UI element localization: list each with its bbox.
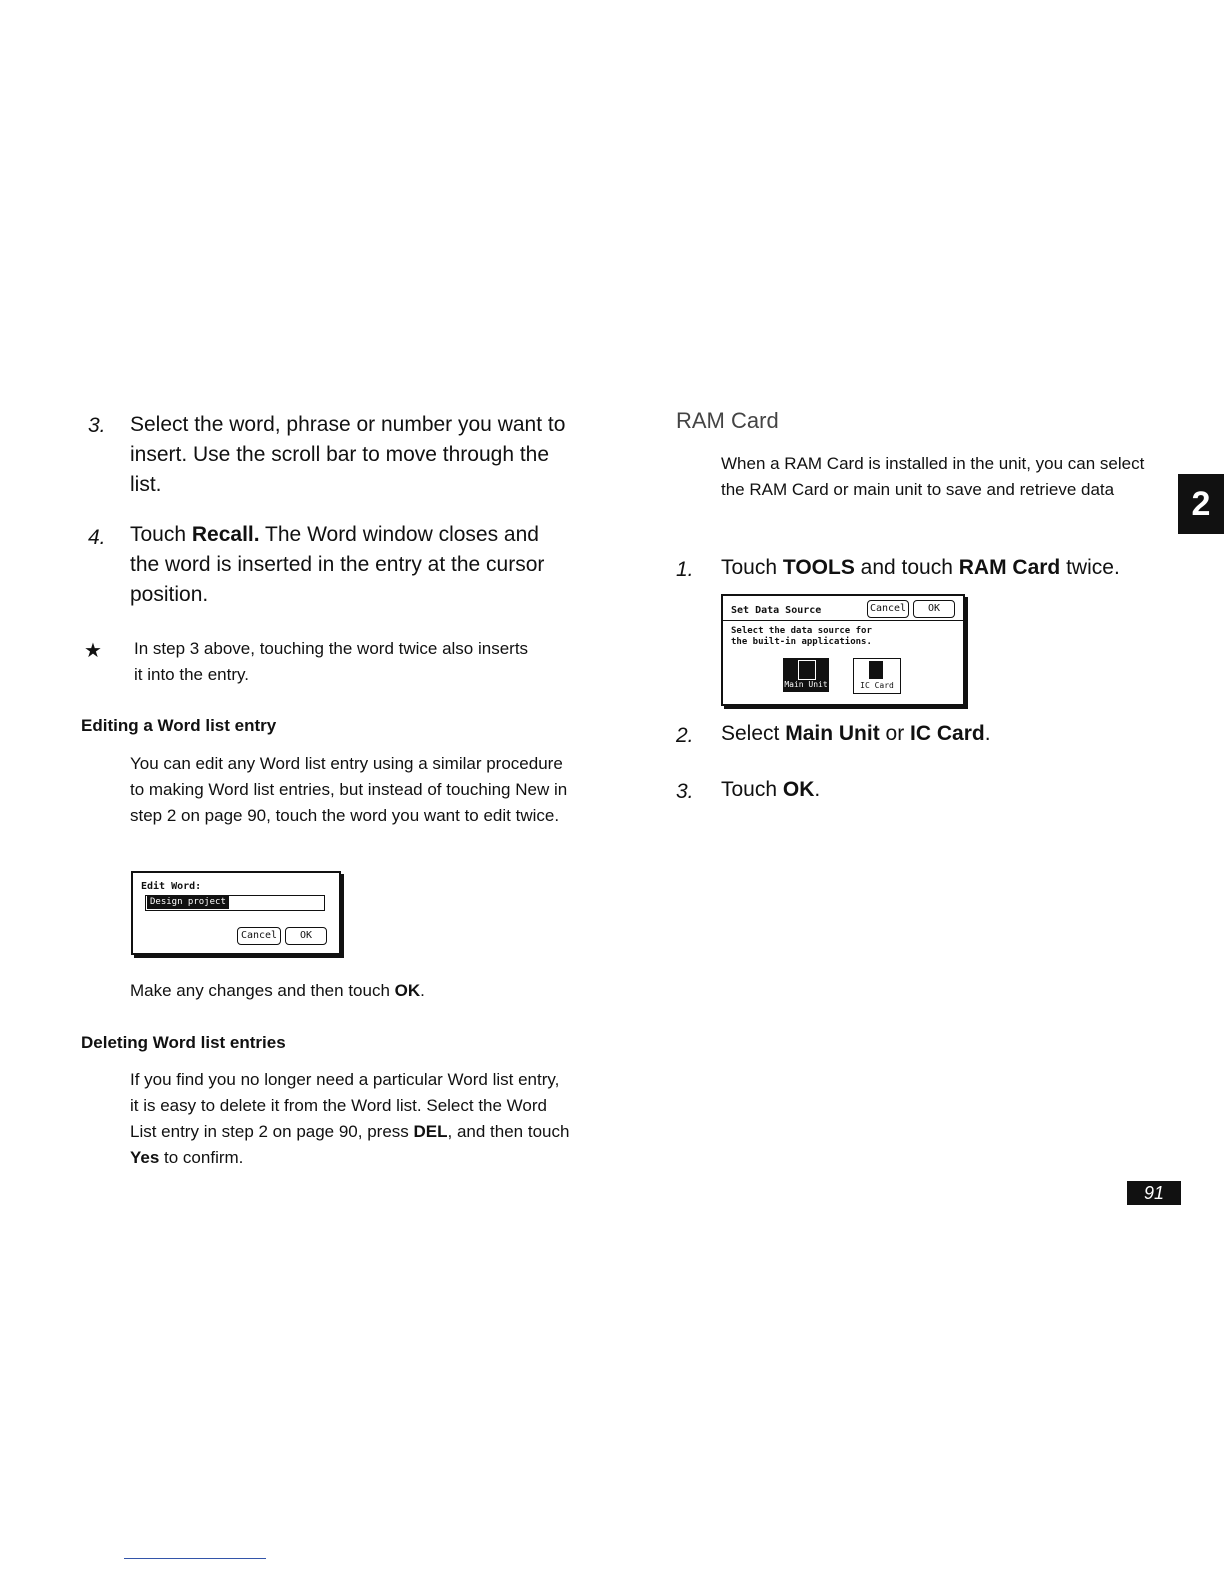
set-data-source-title: Set Data Source (731, 605, 822, 616)
edit-word-field[interactable] (145, 895, 325, 911)
ram-step-1-text: Touch TOOLS and touch RAM Card twice. (721, 556, 1120, 579)
editing-after: Make any changes and then touch OK. (130, 981, 425, 1000)
ram-card-heading: RAM Card (676, 408, 779, 433)
ram-step-3-text: Touch OK. (721, 778, 821, 801)
ok-button[interactable]: OK (285, 927, 327, 945)
step-3-text: Select the word, phrase or number you want to insert. Use the scroll bar to move through the list. (130, 413, 566, 496)
ram-step-1-number: 1. (676, 558, 694, 581)
dialog-divider (723, 620, 963, 621)
footer-rule (124, 1558, 266, 1559)
main-unit-label: Main Unit (784, 680, 828, 689)
step-4-number: 4. (88, 526, 106, 549)
deleting-heading: Deleting Word list entries (81, 1033, 286, 1052)
chapter-tab: 2 (1178, 474, 1224, 534)
main-unit-icon (798, 660, 816, 680)
page-number: 91 (1127, 1181, 1181, 1205)
note-text: In step 3 above, touching the word twice also inserts it into the entry. (134, 639, 529, 684)
ic-card-icon (869, 661, 883, 679)
editing-heading: Editing a Word list entry (81, 716, 277, 735)
dialog-description: Select the data source for the built-in applications. (731, 626, 872, 647)
cancel-button[interactable]: Cancel (867, 600, 909, 618)
edit-word-value: Design project (147, 896, 229, 909)
deleting-body: If you find you no longer need a particular Word list entry, it is easy to delete it from the Word list. Select the Word List entry in step 2 on page 90, press DEL, and then touch Yes to confirm. (130, 1070, 570, 1167)
set-data-source-dialog (721, 594, 965, 706)
ic-card-label: IC Card (860, 681, 894, 690)
editing-body: You can edit any Word list entry using a similar procedure to making Word list entries, but instead of touching New in step 2 on page 90, touch the word you want to edit twice. (130, 754, 568, 825)
ok-button[interactable]: OK (913, 600, 955, 618)
ram-step-2-text: Select Main Unit or IC Card. (721, 722, 991, 745)
edit-word-label: Edit Word: (141, 881, 202, 892)
ic-card-option[interactable] (853, 658, 901, 694)
main-unit-option[interactable] (783, 658, 829, 692)
step-4-text: Touch Recall. The Word window closes and the word is inserted in the entry at the cursor position. (130, 523, 545, 606)
ram-step-3-number: 3. (676, 780, 694, 803)
ram-step-2-number: 2. (676, 724, 694, 747)
edit-word-dialog (131, 871, 341, 955)
ram-card-intro: When a RAM Card is installed in the unit, you can select the RAM Card or main unit to save and retrieve data (721, 454, 1145, 499)
star-icon: ★ (84, 640, 102, 662)
step-3-number: 3. (88, 414, 106, 437)
cancel-button[interactable]: Cancel (237, 927, 281, 945)
